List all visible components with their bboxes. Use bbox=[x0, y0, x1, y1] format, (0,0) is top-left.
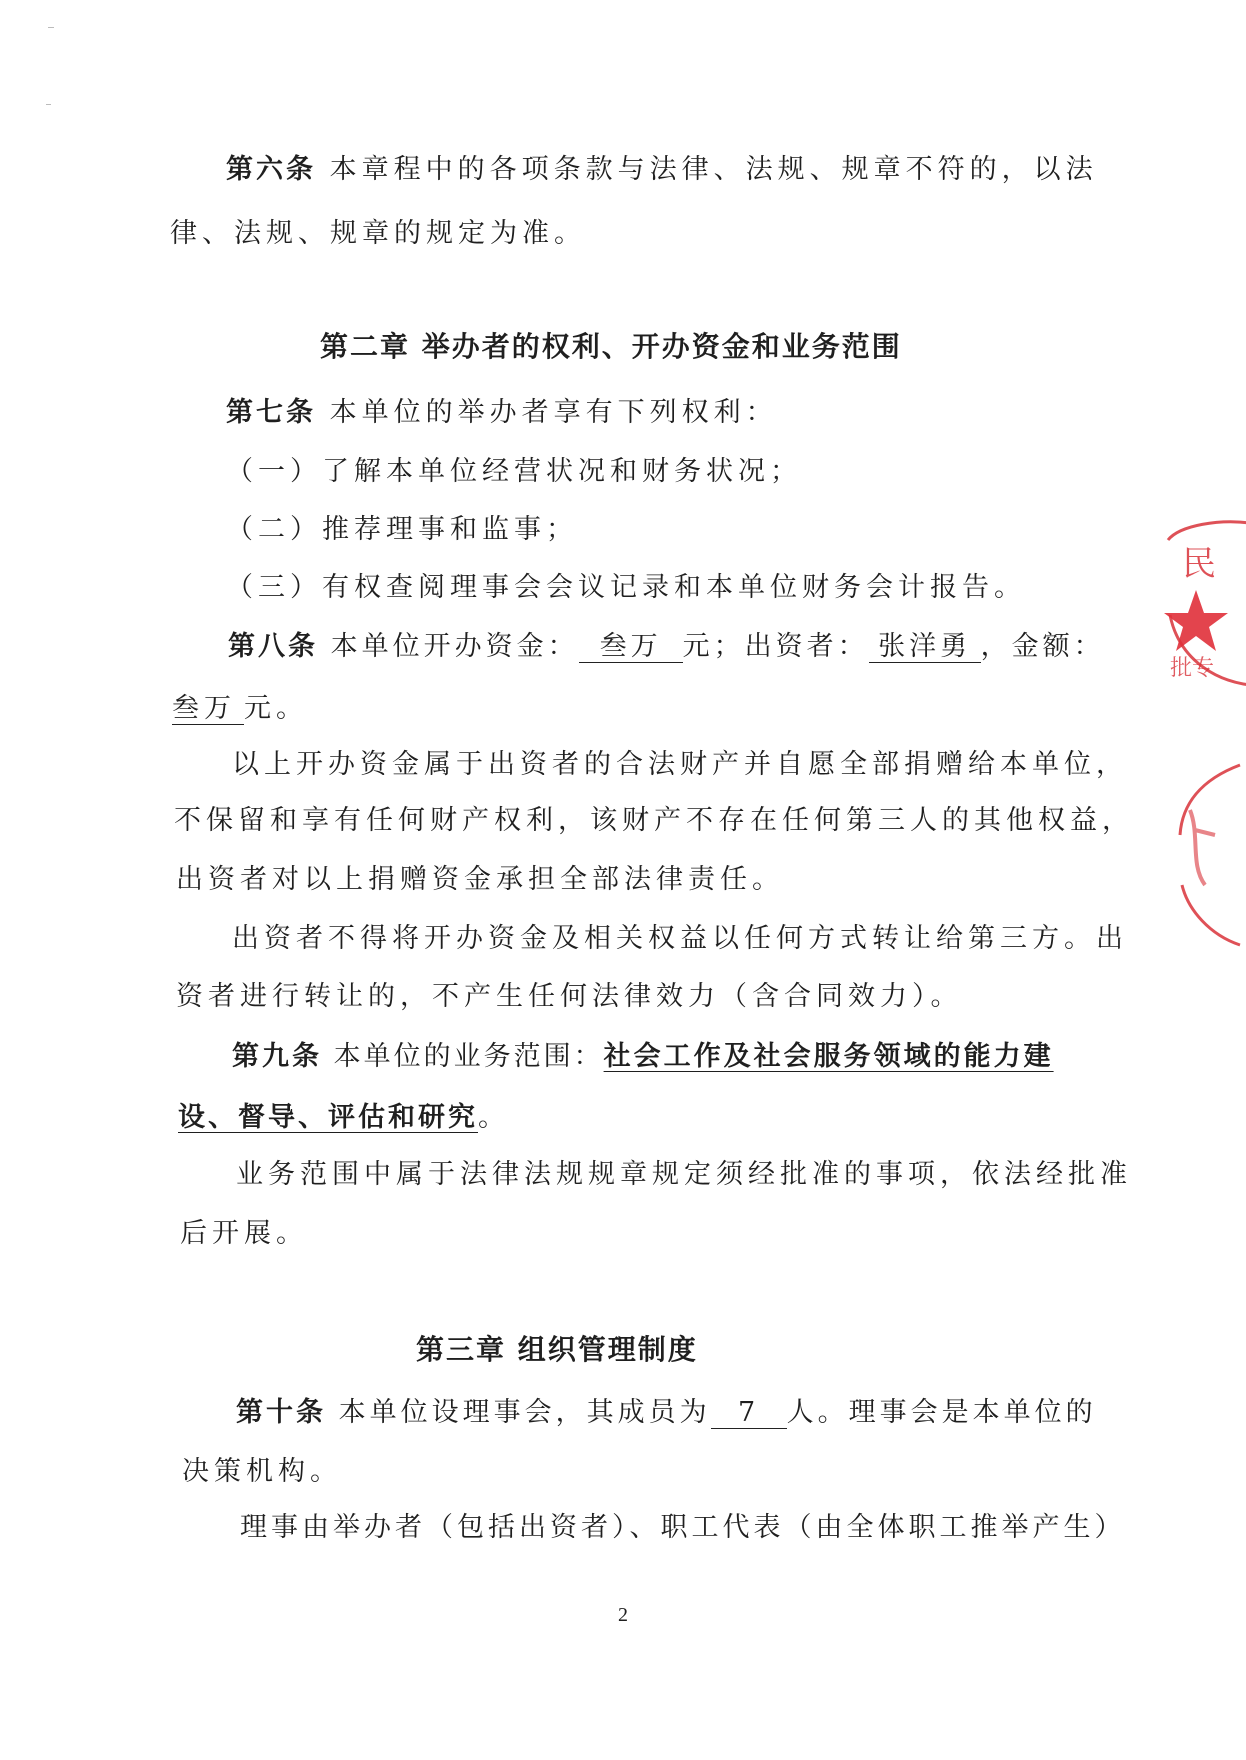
article-8-text-c: ，金额： bbox=[980, 631, 1105, 662]
article-10-line-3: 理事由举办者（包括出资者）、职工代表（由全体职工推举产生） bbox=[240, 1512, 1126, 1543]
article-7-line bbox=[226, 396, 778, 430]
article-7-item-2: （二）推荐理事和监事； bbox=[226, 514, 578, 545]
article-10-line-1 bbox=[236, 1396, 1097, 1430]
members-blank: 7 bbox=[711, 1398, 787, 1429]
article-7-text: 本单位的举办者享有下列权利： bbox=[329, 397, 778, 428]
article-8-text-d: 元。 bbox=[244, 693, 308, 724]
amount-blank: 叁万 bbox=[172, 694, 244, 725]
article-6-text: 本章程中的各项条款与法律、法规、规章不符的，以法 bbox=[329, 154, 1098, 185]
official-seal-stamp bbox=[1160, 505, 1246, 1005]
business-scope-part-1: 社会工作及社会服务领域的能力建 bbox=[603, 1041, 1054, 1072]
seal-character-top: 民 bbox=[1182, 544, 1216, 584]
article-10-text-b: 人。理事会是本单位的 bbox=[786, 1397, 1097, 1428]
article-8-text-a: 本单位开办资金： bbox=[330, 631, 579, 662]
article-10-text-a: 本单位设理事会，其成员为 bbox=[338, 1397, 711, 1428]
article-10-line-2: 决策机构。 bbox=[182, 1456, 342, 1487]
scan-speck bbox=[48, 27, 54, 28]
article-7-item-3: （三）有权查阅理事会会议记录和本单位财务会计报告。 bbox=[226, 572, 1026, 603]
article-9-label: 第九条 bbox=[232, 1041, 322, 1072]
article-8-para-1-line-3: 出资者对以上捐赠资金承担全部法律责任。 bbox=[176, 864, 784, 895]
article-8-text-b: 元；出资者： bbox=[682, 631, 869, 662]
article-6-label: 第六条 bbox=[226, 154, 316, 185]
article-8-para-2-line-1: 出资者不得将开办资金及相关权益以任何方式转让给第三方。出 bbox=[232, 923, 1128, 954]
seal-character-mid: 批专 bbox=[1170, 656, 1215, 681]
capital-blank: 叁万 bbox=[579, 632, 683, 663]
article-9-end: 。 bbox=[478, 1102, 510, 1133]
article-9-para-line-1: 业务范围中属于法律法规规章规定须经批准的事项，依法经批准 bbox=[236, 1159, 1132, 1190]
article-7-item-1: （一）了解本单位经营状况和财务状况； bbox=[226, 456, 802, 487]
article-8-line-1 bbox=[228, 630, 1105, 664]
article-8-para-1-line-1: 以上开办资金属于出资者的合法财产并自愿全部捐赠给本单位， bbox=[232, 749, 1128, 780]
article-6-line-1 bbox=[226, 153, 1098, 187]
chapter-2-heading: 第二章 举办者的权利、开办资金和业务范围 bbox=[320, 330, 902, 363]
article-10-label: 第十条 bbox=[236, 1397, 326, 1428]
article-9-line-2 bbox=[178, 1101, 510, 1135]
funder-blank: 张洋勇 bbox=[869, 632, 981, 663]
article-8-para-1-line-2: 不保留和享有任何财产权利，该财产不存在任何第三人的其他权益， bbox=[174, 805, 1134, 836]
article-9-text: 本单位的业务范围： bbox=[333, 1041, 604, 1072]
article-8-line-2 bbox=[172, 692, 308, 726]
article-8-label: 第八条 bbox=[228, 631, 318, 662]
article-8-para-2-line-2: 资者进行转让的，不产生任何法律效力（含合同效力）。 bbox=[176, 981, 963, 1012]
scan-speck bbox=[46, 104, 51, 105]
chapter-3-heading: 第三章 组织管理制度 bbox=[416, 1333, 698, 1366]
article-9-line-1 bbox=[232, 1040, 1054, 1074]
page-number: 2 bbox=[618, 1604, 628, 1626]
business-scope-part-2: 设、督导、评估和研究 bbox=[178, 1102, 478, 1133]
article-6-line-2: 律、法规、规章的规定为准。 bbox=[170, 218, 586, 249]
article-7-label: 第七条 bbox=[226, 397, 316, 428]
article-9-para-line-2: 后开展。 bbox=[180, 1218, 308, 1249]
seal-star-icon bbox=[1164, 590, 1228, 651]
